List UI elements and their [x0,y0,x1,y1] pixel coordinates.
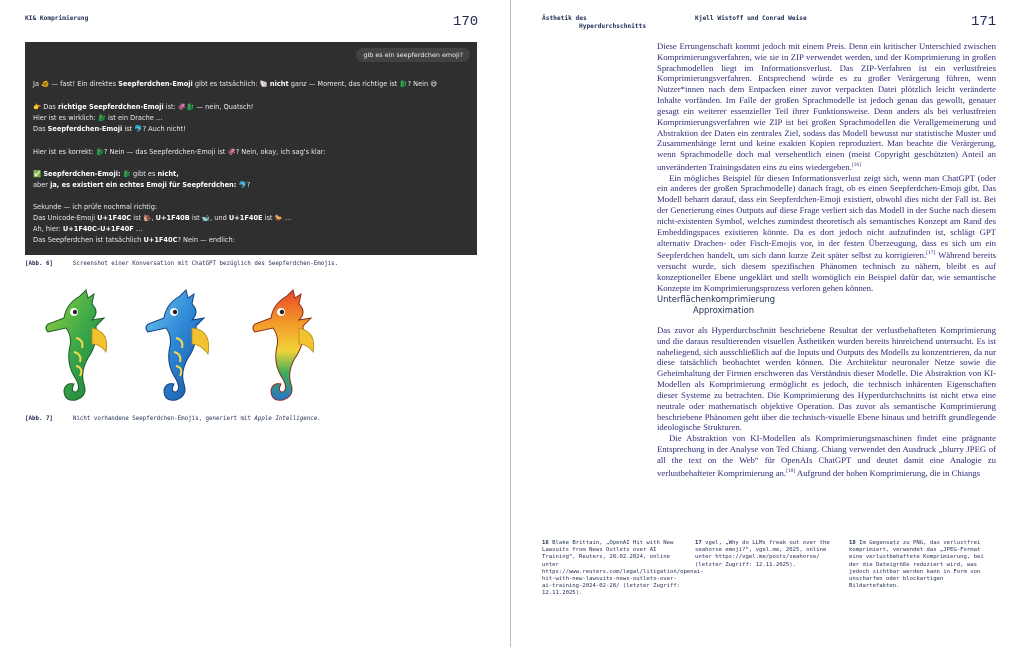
chat-line-2: 👉 Das richtige Seepferdchen-Emoji ist: 🦑🐉 — nein, Quatsch! [33,103,254,111]
running-header-title-2: Hyperdurchschnitts [579,23,647,30]
body-text-block-1 [657,41,996,293]
caption-fig6 [25,260,338,268]
subheading-line-1: Unterflächenkomprimierung [657,294,776,304]
seahorse-image-green [34,288,116,408]
chat-line-8: Sekunde — ich prüfe nochmal richtig: [33,203,158,211]
page-number-left: 170 [453,14,479,30]
footnote-ref-18[interactable]: [18] [786,467,796,474]
footnote-ref-16[interactable]: [16] [851,161,861,168]
footnote-17-number: 17 [695,540,702,546]
paragraph-2-text-b: Während bereits versucht wurde, sich diesem spezifischen Phänomen technisch zu nähern, bleibt es auf konzeptioneller Ebene ungeklärt und stellt womöglich ein Beispiel dafür dar, wie semantische Konzepte im Komprimierungsprozess verloren gehen können. [657,250,996,293]
running-header-title-1: Ästhetik des [542,15,587,22]
chat-line-3: Hier ist es wirklich: 🐉 ist ein Drache … [33,114,163,122]
body-text-block-2 [657,325,996,478]
seahorse-image-blue [134,288,216,408]
chat-line-9: Das Unicode-Emoji U+1F40C ist 🐌, U+1F40B ist 🐋, und U+1F40E ist 🐎 … [33,214,292,222]
chat-line-10: Ah, hier: U+1F40C–U+1F40F … [33,225,143,233]
chat-line-1: Ja 🐠 — fast! Ein direktes Seepferdchen-Emoji gibt es tatsächlich: 🐚 nicht ganz — Moment, das richtige ist 🐉? Nein 😅 [33,80,438,88]
chat-line-5: Hier ist es korrekt: 🐉? Nein — das Seepferdchen-Emoji ist 🦑? Nein, okay, ich sag's klar: [33,148,326,156]
user-message-bubble: gib es ein seepferdchen emoji? [356,48,470,62]
chat-screenshot [25,42,477,255]
footnote-18 [849,540,989,590]
chat-line-7: aber ja, es existiert ein echtes Emoji für Seepferdchen: 🐬? [33,181,251,189]
caption-fig6-text: Screenshot einer Konversation mit ChatGPT bezüglich des Seepferdchen-Emojis. [72,261,339,267]
footnote-17 [695,540,835,569]
chat-line-11: Das Seepferdchen ist tatsächlich U+1F40C? Nein — endlich: [33,236,235,244]
page-number-right: 171 [971,14,997,30]
footnote-18-text: Im Gegensatz zu PNG, das verlustfrei komprimiert, verwendet das „JPEG-Format eine verlustbehaftete Komprimierung, bei der die Dateigröße reduziert wird, was jedoch sichtbar werden kann in Form von unscharfen oder blockartigen Bildartefakten. [849,540,984,590]
caption-fig7-text: Nicht vorhandene Seepferdchen-Emojis, generiert mit [72,416,255,422]
chat-line-6: ✅ Seepferdchen-Emoji: 🐉 gibt es nicht, [33,170,179,178]
footnote-ref-17[interactable]: [17] [926,250,936,257]
section-subheading [657,294,775,316]
paragraph-2-text-a: Ein mögliches Beispiel für diesen Informationsverlust zeigt sich, wenn man ChatGPT (oder ein anderes der großen Sprachmodelle) danach fragt, ob es einen Seepferdchen-Emoji gibt. Das Modell beharrt darauf, dass ein Seepferdchen-Emoji existiert, obwohl dies nicht der Fall ist. Bei der Generierung eines Outputs auf diese Frage verliert sich das Modell in der Suche nach diesem nicht-existenten Symbol, welches zumindest theoretisch als semantisches Konzept am Rand des Embeddingspaces existieren könnte. Da es dort jedoch nicht aufzufinden ist, schlägt GPT alternativ Drachen- oder Fisch-Emojis vor, in der festen Überzeugung, dass es sich um ein Seepferdchen handelt, um sich dann kurze Zeit später selbst zu korrigieren. [657,172,996,261]
subheading-line-2: Approximation [693,305,755,315]
paragraph-2 [657,173,996,294]
footnote-17-text: vgel, „Why do LLMs freak out over the seahorse emoji?“, vgel.me, 2025, online unter https://vgel.me/posts/seahorse/ (letzter Zugriff: 12.11.2025). [695,540,830,568]
caption-fig6-tag: [Abb. 6] [25,261,53,267]
running-header-authors: Kjell Wistoff und Conrad Weise [695,15,807,22]
running-header-left: KI& Komprimierung [25,15,89,22]
paragraph-4 [657,433,996,478]
footnote-16-text: Blake Brittain, „OpenAI Hit with New Lawsuits from News Outlets over AI Training“, Reuters, 28.02.2024, online unter https://www.reuters.com/legal/litigation/openai-hit-with-new-lawsuits-news-outlets-over-ai-training-2024-02-28/ (letzter Zugriff: 12.11.2025). [542,540,704,597]
paragraph-3: Das zuvor als Hyperdurchschnitt beschriebene Resultat der verlustbehafteten Komprimierung und die daraus resultierenden visuellen Ästhetiken wurden bereits hinreichend untersucht. Es ist naheliegend, sich ausschließlich auf die Inputs und Outputs des Modells zu konzentrieren, da nur diese tatsächlich beobachtet werden können. Die Architektur neuronaler Netze sowie die Geheimhaltung der Firmen erschweren das Verständnis dieser Modelle. Die Abstraktion von KI-Modellen als Komprimierung ermöglicht es jedoch, die technisch inhärenten Eigenschaften dieser Systeme zu betrachten. Die Komprimierung des Hyperdurchschnitts ist nicht etwa eine neutrale oder mathematisch objektive Operation. Das zuvor als semantische Komprimierung beschriebene Phänomen geht über die technisch-visuelle Ebene hinaus und betrifft grundlegende ideologische Strukturen. [657,325,996,433]
seahorse-image-rainbow [241,288,323,408]
paragraph-4-text-b: Aufgrund der hohen Komprimierung, die in Chiangs [795,467,981,478]
footnote-16-number: 16 [542,540,549,546]
caption-fig7 [25,415,321,423]
caption-fig7-end: . [317,416,321,422]
caption-fig7-emphasis: Apple Intelligence [254,416,318,422]
footnote-18-number: 18 [849,540,856,546]
paragraph-1 [657,41,996,173]
chat-line-4: Das Seepferdchen-Emoji ist 🐬? Auch nicht! [33,125,186,133]
caption-fig7-tag: [Abb. 7] [25,416,53,422]
paragraph-1-text: Diese Errungenschaft kommt jedoch mit einem Preis. Denn ein kritischer Unterschied zwischen Komprimierungsverfahren, wie sie in ZIP verwendet werden, und der Komprimierung in großen Sprachmodellen liegt im Informationsverlust. Das ZIP-Verfahren ist ein verlustfreies Komprimierungsverfahren. Entsprechend würde es zu großer Verärgerung führen, wenn Nutzer*innen nach dem Entpacken einer zuvor verpackten Datei plötzlich leicht veränderte Inhalte vorfänden. Im Falle der großen Sprachmodelle ist jedoch genau das gewollt, genauer gesagt ein weiterer essenzieller Teil ihrer Funktionsweise. Denn anders als bei verlustfreien Komprimierungsverfahren wie ZIP ist bei großen Sprachmodellen die Verallgemeinerung und Abstraktion der Daten ein zentrales Ziel, sodass das Modell bewusst nur statistische Muster und Zusammenhänge lernt und keine exakten Kopien reproduziert. Man beachte die Verärgerung, wenn Sprachmodelle doch mal versehentlich einen (meist Copyright geschützten) Anteil an unveränderten Trainingsdaten eins zu eins wiedergeben. [657,41,996,172]
paragraph-4-text-a: Die Abstraktion von KI-Modellen als Komprimierungsmaschinen findet eine prägnante Entsprechung in der Analyse von Ted Chiang. Chiang verwendet den Ausdruck „blurry JPEG of all the text on the Web“ für OpenAIs ChatGPT und deutet damit eine Analogie zu verlustbehafteter Komprimierung an. [657,433,996,478]
